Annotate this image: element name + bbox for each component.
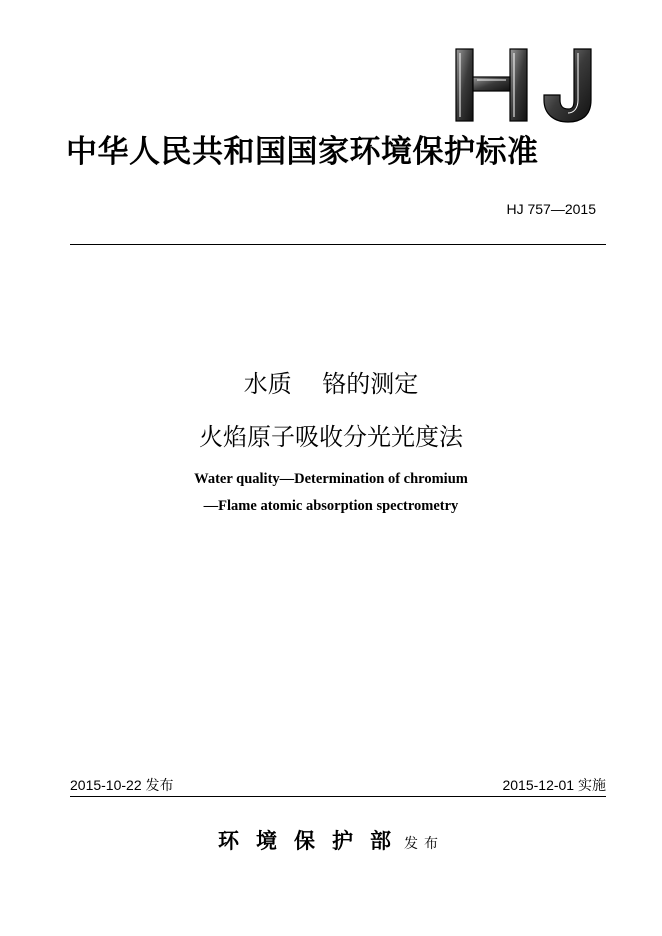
document-title-en-line2: —Flame atomic absorption spectrometry xyxy=(203,498,459,514)
document-title-en-line1: Water quality—Determination of chromium xyxy=(194,471,468,487)
issuer-name: 环境保护部 xyxy=(218,828,408,853)
standard-category-title: 中华人民共和国国家环境保护标准 xyxy=(66,134,539,170)
issue-date: 2015-10-22 发布 xyxy=(70,777,174,793)
standard-number: HJ 757—2015 xyxy=(506,201,596,217)
document-title-cn-line2: 火焰原子吸收分光光度法 xyxy=(199,423,463,451)
header-divider xyxy=(70,244,606,245)
document-title-cn-line1: 水质 铬的测定 xyxy=(243,370,419,398)
issuer-suffix: 发布 xyxy=(404,836,444,852)
implementation-date: 2015-12-01 实施 xyxy=(502,777,606,793)
footer-divider xyxy=(70,796,606,797)
hj-logo-icon xyxy=(452,46,598,124)
issuer-line xyxy=(0,825,662,855)
